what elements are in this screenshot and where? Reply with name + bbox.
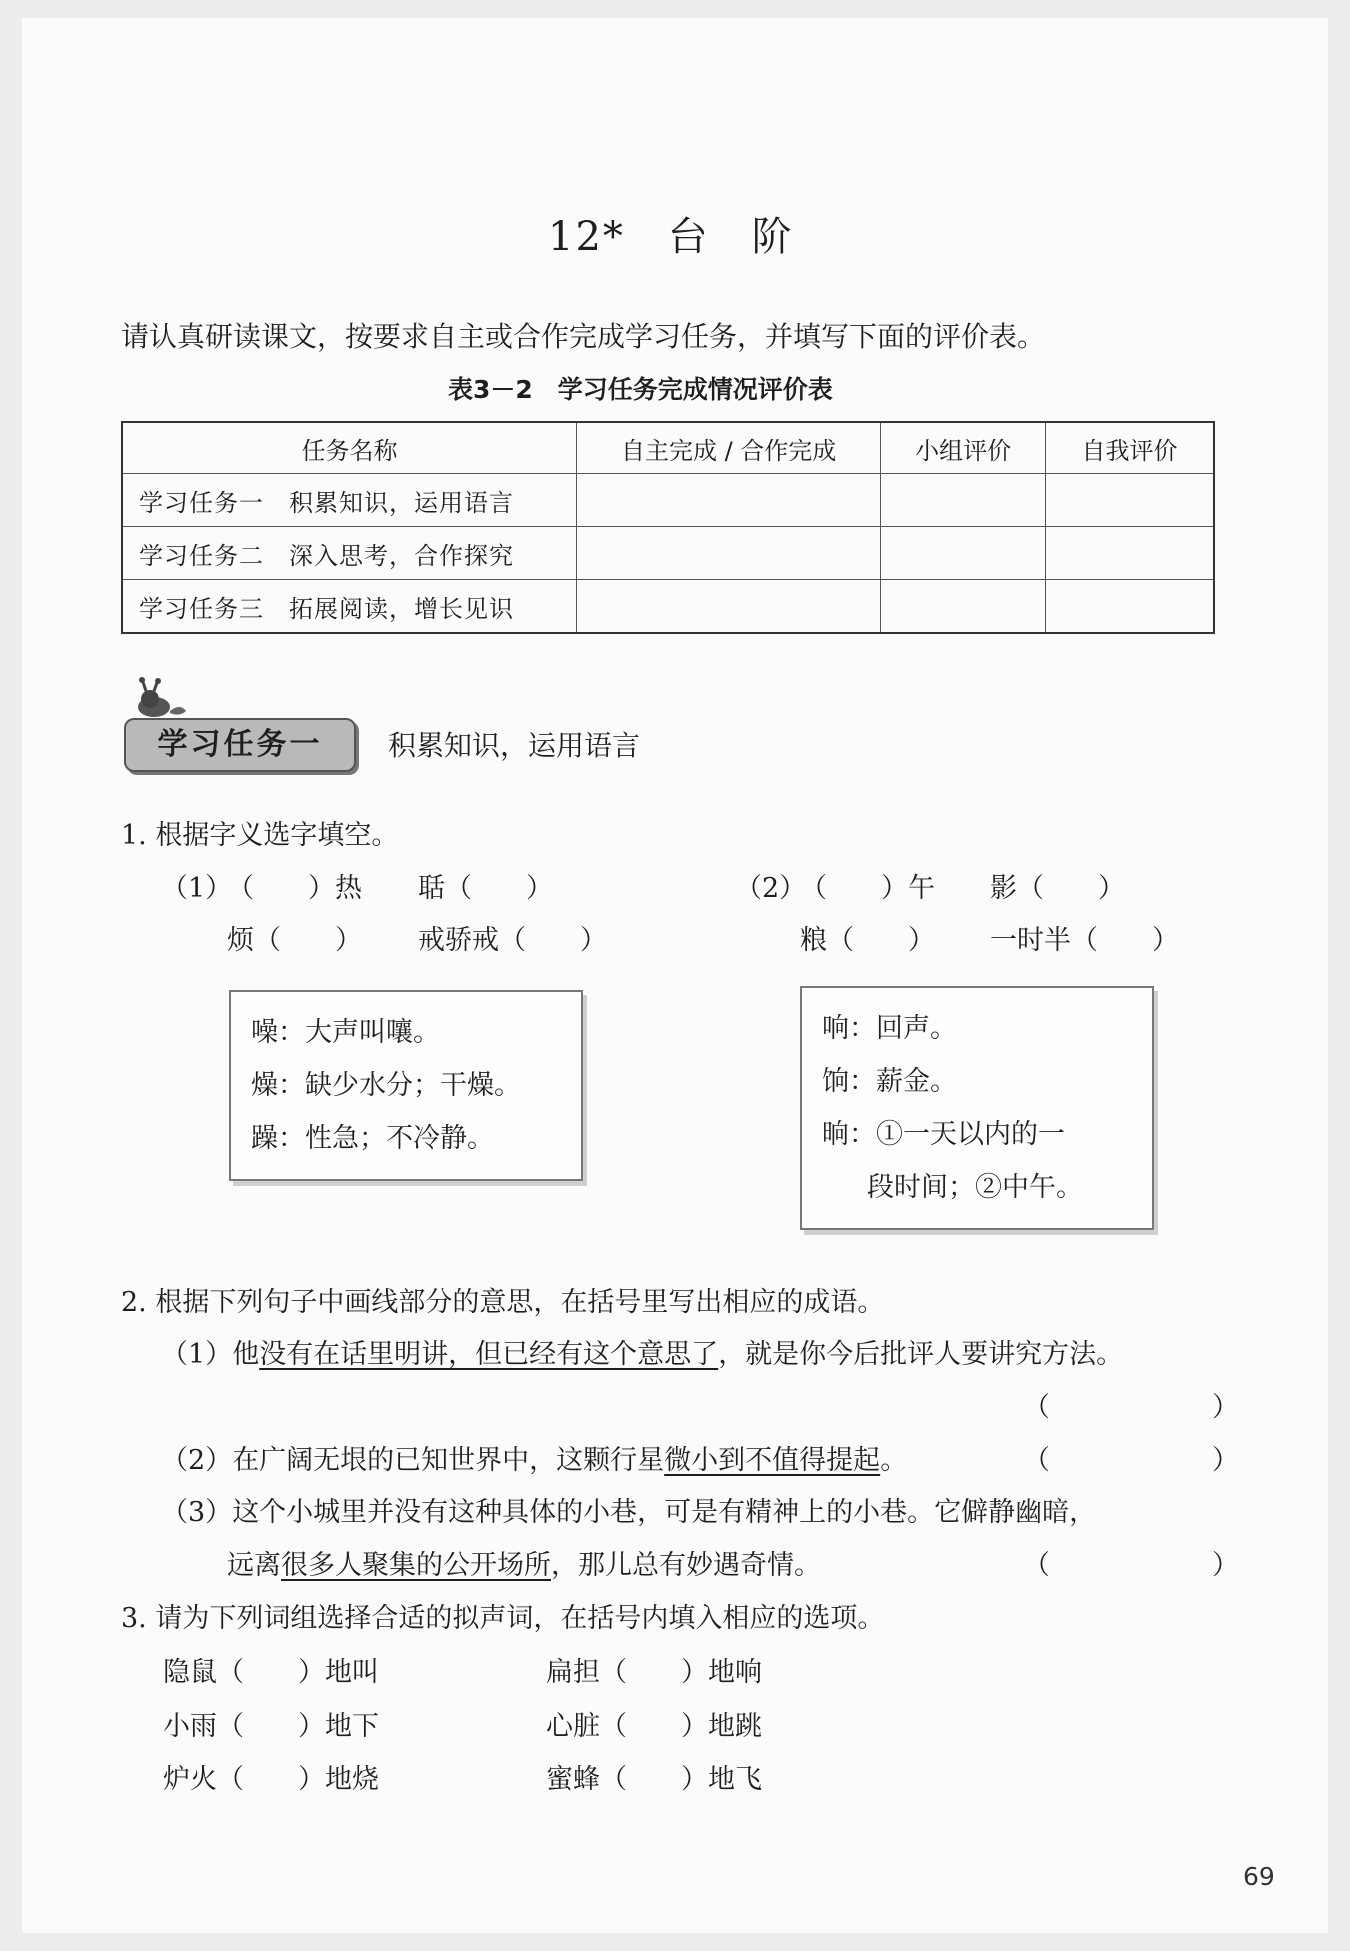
q3-stem: 3. 请为下列词组选择合适的拟声词，在括号内填入相应的选项。 [121, 1603, 885, 1634]
self-eval-cell[interactable] [1045, 527, 1214, 580]
table-caption: 表3－2 学习任务完成情况评价表 [448, 375, 833, 404]
q2-s2-post: 。 [880, 1445, 908, 1476]
header-self-eval: 自我评价 [1045, 422, 1214, 474]
answer-blank[interactable]: （ ） [1023, 1445, 1239, 1476]
q2-s1-post: ，就是你今后批评人要讲究方法。 [718, 1339, 1124, 1370]
table-header-row [122, 422, 1214, 474]
completion-cell[interactable] [576, 580, 880, 634]
q1-stem: 1. 根据字义选字填空。 [121, 820, 399, 851]
self-eval-cell[interactable] [1045, 580, 1214, 634]
q1-part2-label: （2） [735, 873, 807, 904]
group-eval-cell[interactable] [881, 527, 1046, 580]
q2-sentence-3-cont [227, 1543, 821, 1582]
q1-part2-item: 粮（ ） [800, 925, 935, 956]
definition-line: 燥：缺少水分；干燥。 [251, 1070, 521, 1101]
table-row [122, 580, 1214, 634]
q3-item: 心脏（ ）地跳 [546, 1711, 762, 1742]
section-title: 积累知识，运用语言 [388, 729, 641, 762]
intro-text: 请认真研读课文，按要求自主或合作完成学习任务，并填写下面的评价表。 [121, 320, 1046, 353]
group-eval-cell[interactable] [881, 474, 1046, 527]
q1-part1-item: 聒（ ） [418, 873, 553, 904]
q2-s2-pre: 在广阔无垠的已知世界中，这颗行星 [232, 1445, 665, 1476]
q2-s3-line1: 这个小城里并没有这种具体的小巷，可是有精神上的小巷。它僻静幽暗， [232, 1497, 1097, 1528]
completion-cell[interactable] [576, 474, 880, 527]
q3-item: 小雨（ ）地下 [163, 1711, 379, 1742]
q3-item: 蜜蜂（ ）地飞 [546, 1764, 762, 1795]
lesson-name: 台 阶 [667, 214, 794, 260]
workbook-page [22, 18, 1328, 1933]
q2-s3-label: （3） [161, 1497, 233, 1528]
evaluation-table [121, 421, 1215, 634]
self-eval-cell[interactable] [1045, 474, 1214, 527]
task-cell: 学习任务二 深入思考，合作探究 [122, 527, 576, 580]
definition-line: 饷：薪金。 [822, 1066, 957, 1097]
definition-line: 晌：①一天以内的一 [822, 1119, 1065, 1150]
q3-item: 炉火（ ）地烧 [163, 1764, 379, 1795]
q1-part1-item: 烦（ ） [227, 925, 362, 956]
snail-mascot-icon [134, 677, 190, 719]
definition-line: 响：回声。 [822, 1013, 957, 1044]
definition-note-card [229, 990, 583, 1181]
q1-part1-label: （1） [161, 873, 233, 904]
header-task-name: 任务名称 [122, 422, 576, 474]
header-group-eval: 小组评价 [881, 422, 1046, 474]
lesson-title [548, 205, 794, 262]
task-cell: 学习任务三 拓展阅读，增长见识 [122, 580, 576, 634]
definition-line: 躁：性急；不冷静。 [251, 1123, 494, 1154]
q2-sentence-2 [161, 1438, 907, 1477]
lesson-number: 12* [548, 214, 625, 260]
q1-part2-item: （ ）午 [800, 873, 935, 904]
q2-s3-underline: 很多人聚集的公开场所 [281, 1550, 551, 1581]
q2-stem: 2. 根据下列句子中画线部分的意思，在括号里写出相应的成语。 [121, 1287, 885, 1318]
q1-part1-item: （ ）热 [227, 873, 362, 904]
q3-item: 隐鼠（ ）地叫 [163, 1657, 379, 1688]
q2-s1-label: （1） [161, 1339, 233, 1370]
definition-line: 段时间；②中午。 [867, 1172, 1083, 1203]
answer-blank[interactable]: （ ） [1023, 1550, 1239, 1581]
header-completion: 自主完成 / 合作完成 [576, 422, 880, 474]
q1-part2-item: 一时半（ ） [990, 925, 1179, 956]
q1-part2-item: 影（ ） [990, 873, 1125, 904]
definition-note-card [800, 986, 1154, 1230]
page-number: 69 [1243, 1862, 1275, 1891]
definition-line: 噪：大声叫嚷。 [251, 1017, 440, 1048]
completion-cell[interactable] [576, 527, 880, 580]
task-cell: 学习任务一 积累知识，运用语言 [122, 474, 576, 527]
table-row [122, 474, 1214, 527]
table-row [122, 527, 1214, 580]
q2-s1-pre: 他 [232, 1339, 260, 1370]
q2-s3-post: ，那儿总有妙遇奇情。 [551, 1550, 821, 1581]
q2-s2-underline: 微小到不值得提起 [664, 1445, 881, 1476]
q2-s2-label: （2） [161, 1445, 233, 1476]
section-badge: 学习任务一 [124, 718, 356, 772]
q2-sentence-3 [161, 1490, 1096, 1529]
answer-blank[interactable]: （ ） [1023, 1392, 1239, 1423]
q1-part1-item: 戒骄戒（ ） [418, 925, 607, 956]
q3-item: 扁担（ ）地响 [546, 1657, 762, 1688]
q2-sentence-1 [161, 1332, 1123, 1371]
group-eval-cell[interactable] [881, 580, 1046, 634]
q2-s1-underline: 没有在话里明讲，但已经有这个意思了 [259, 1339, 719, 1370]
q2-s3-pre: 远离 [227, 1550, 281, 1581]
